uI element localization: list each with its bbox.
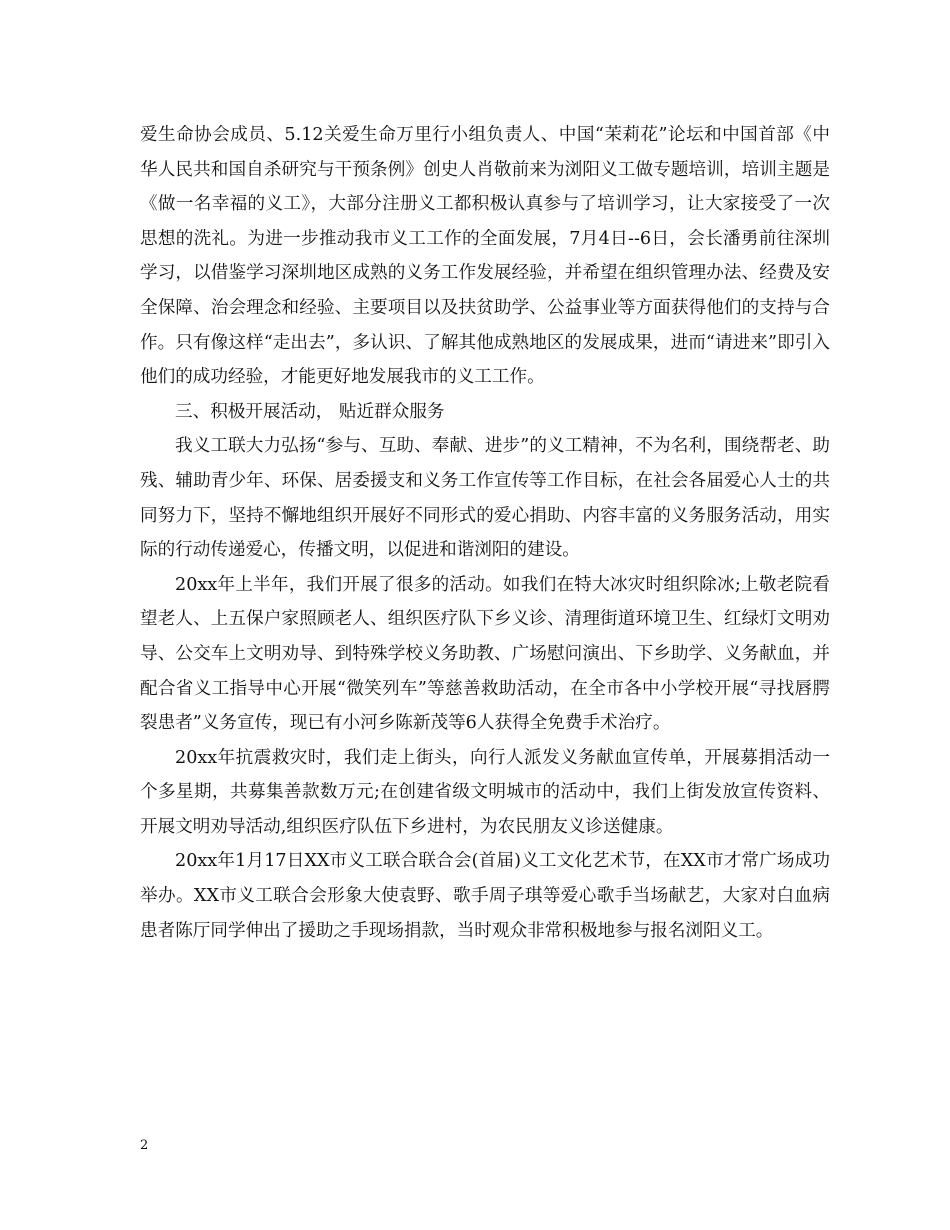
- paragraph-spirit: 我义工联大力弘扬“参与、互助、奉献、进步”的义工精神，不为名利，围绕帮老、助残、辅助青少年、环保、居委援支和义务工作宣传等工作目标，在社会各届爱心人士的共同努力下，坚持不懈地组织开展好不同形式的爱心捐助、内容丰富的义务服务活动，用实际的行动传递爱心，传播文明，以促进和谐浏阳的建设。: [140, 436, 830, 561]
- paragraph-earthquake-relief: 20xx年抗震救灾时，我们走上街头，向行人派发义务献血宣传单，开展募捐活动一个多星期，共募集善款数万元;在创建省级文明城市的活动中，我们上街发放宣传资料、开展文明劝导活动,组织医疗队伍下乡进村，为农民朋友义诊送健康。: [140, 747, 830, 837]
- section-heading: 三、积极开展活动， 贴近群众服务: [175, 401, 445, 422]
- paragraph-continued: 爱生命协会成员、5.12关爱生命万里行小组负责人、中国“茉莉花”论坛和中国首部《中华人民共和国自杀研究与干预条例》创史人肖敬前来为浏阳义工做专题培训，培训主题是《做一名幸福的义工》，大部分注册义工都积极认真参与了培训学习，让大家接受了一次思想的洗礼。为进一步推动我市义工工作的全面发展，7月4日--6日，会长潘勇前往深圳学习，以借鉴学习深圳地区成熟的义务工作发展经验，并希望在组织管理办法、经费及安全保障、治会理念和经验、主要项目以及扶贫助学、公益事业等方面获得他们的支持与合作。只有像这样“走出去”，多认识、了解其他成熟地区的发展成果，进而“请进来”即引入他们的成功经验，才能更好地发展我市的义工工作。: [140, 125, 830, 388]
- document-body: [140, 118, 830, 948]
- paragraph-first-half-year: 20xx年上半年，我们开展了很多的活动。如我们在特大冰灾时组织除冰;上敬老院看望老人、上五保户家照顾老人、组织医疗队下乡义诊、清理街道环境卫生、红绿灯文明劝导、公交车上文明劝导、到特殊学校义务助教、广场慰问演出、下乡助学、义务献血，并配合省义工指导中心开展“微笑列车”等慈善救助活动，在全市各中小学校开展“寻找唇腭裂患者”义务宣传，现已有小河乡陈新茂等6人获得全免费手术治疗。: [140, 574, 830, 734]
- page-number: 2: [140, 1138, 149, 1153]
- paragraph-art-festival: 20xx年1月17日XX市义工联合联合会(首届)义工文化艺术节，在XX市才常广场成功举办。XX市义工联合会形象大使袁野、歌手周子琪等爱心歌手当场献艺，大家对白血病患者陈厅同学伸出了援助之手现场捐款，当时观众非常积极地参与报名浏阳义工。: [140, 851, 830, 941]
